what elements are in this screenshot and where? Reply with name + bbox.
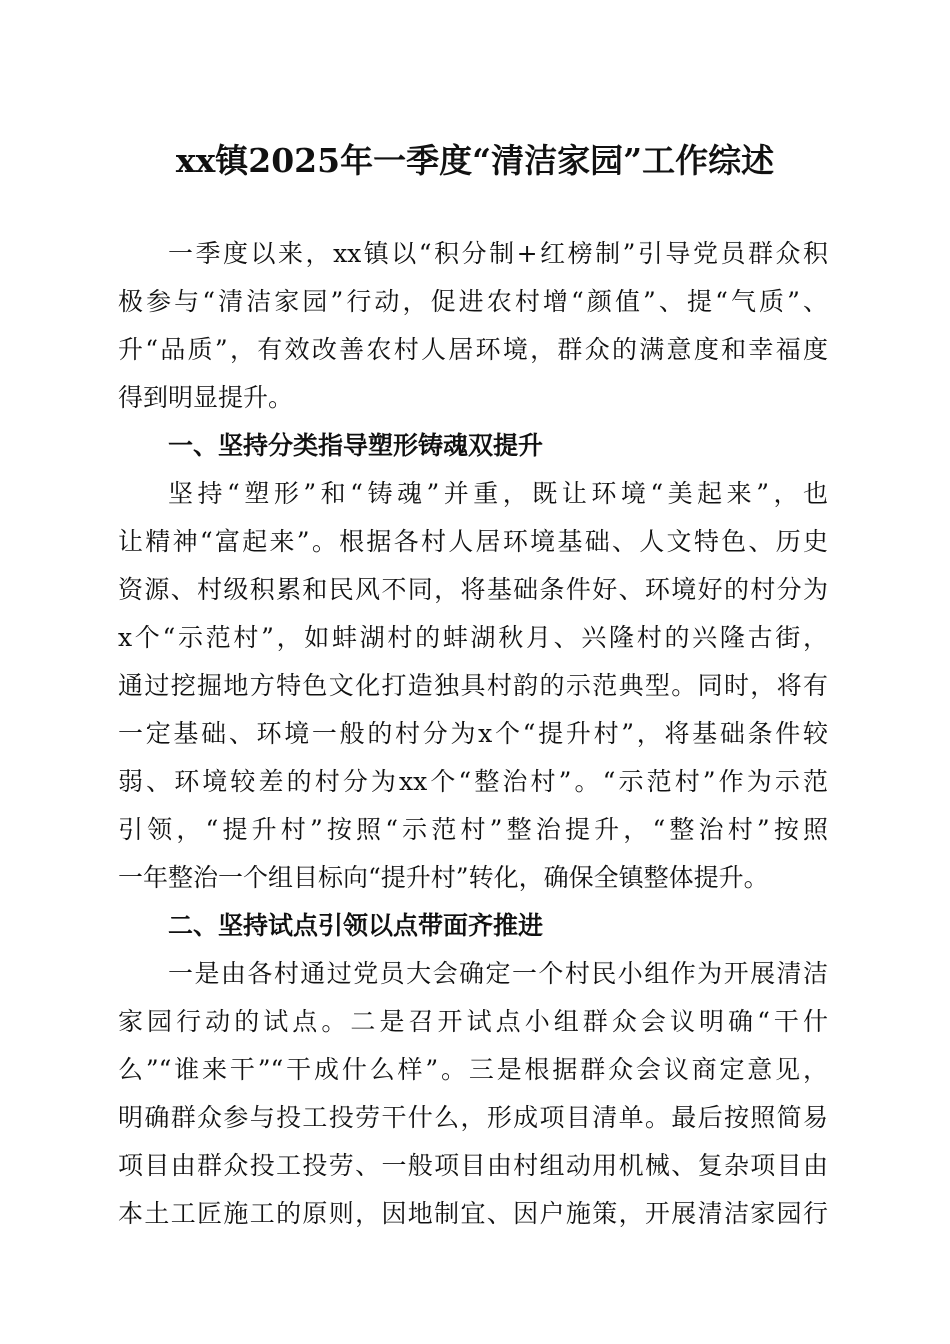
- paragraph-line: 一年整治一个组目标向“提升村”转化，确保全镇整体提升。: [118, 863, 769, 892]
- paragraph-line: 一季度以来，xx镇以“积分制+红榜制”引导党员群众积: [168, 239, 828, 268]
- paragraph-line: 极参与“清洁家园”行动，促进农村增“颜值”、提“气质”、: [118, 287, 828, 316]
- paragraph-line: 明确群众参与投工投劳干什么，形成项目清单。最后按照简易: [118, 1103, 828, 1132]
- paragraph-line: 资源、村级积累和民风不同，将基础条件好、环境好的村分为: [118, 575, 828, 604]
- section-heading: 二、坚持试点引领以点带面齐推进: [168, 911, 544, 940]
- paragraph-line: 一是由各村通过党员大会确定一个村民小组作为开展清洁: [168, 959, 828, 988]
- paragraph-line: 本土工匠施工的原则，因地制宜、因户施策，开展清洁家园行: [118, 1199, 828, 1228]
- paragraph-line: 得到明显提升。: [118, 383, 294, 412]
- paragraph-line: 项目由群众投工投劳、一般项目由村组动用机械、复杂项目由: [118, 1151, 828, 1180]
- paragraph-line: 一定基础、环境一般的村分为x个“提升村”，将基础条件较: [118, 719, 828, 748]
- paragraph-line: 通过挖掘地方特色文化打造独具村韵的示范典型。同时，将有: [118, 671, 828, 700]
- paragraph-line: x个“示范村”，如蚌湖村的蚌湖秋月、兴隆村的兴隆古街，: [118, 623, 828, 652]
- paragraph-line: 弱、环境较差的村分为xx个“整治村”。“示范村”作为示范: [118, 767, 828, 796]
- section-heading: 一、坚持分类指导塑形铸魂双提升: [168, 431, 544, 460]
- paragraph-line: 引领，“提升村”按照“示范村”整治提升，“整治村”按照: [118, 815, 828, 844]
- paragraph-line: 让精神“富起来”。根据各村人居环境基础、人文特色、历史: [118, 527, 828, 556]
- paragraph-line: 么”“谁来干”“干成什么样”。三是根据群众会议商定意见，: [118, 1055, 828, 1084]
- document-title: xx镇2025年一季度“清洁家园”工作综述: [175, 141, 775, 180]
- paragraph-line: 坚持“塑形”和“铸魂”并重，既让环境“美起来”，也: [168, 479, 828, 508]
- paragraph-line: 升“品质”，有效改善农村人居环境，群众的满意度和幸福度: [118, 335, 828, 364]
- paragraph-line: 家园行动的试点。二是召开试点小组群众会议明确“干什: [118, 1007, 828, 1036]
